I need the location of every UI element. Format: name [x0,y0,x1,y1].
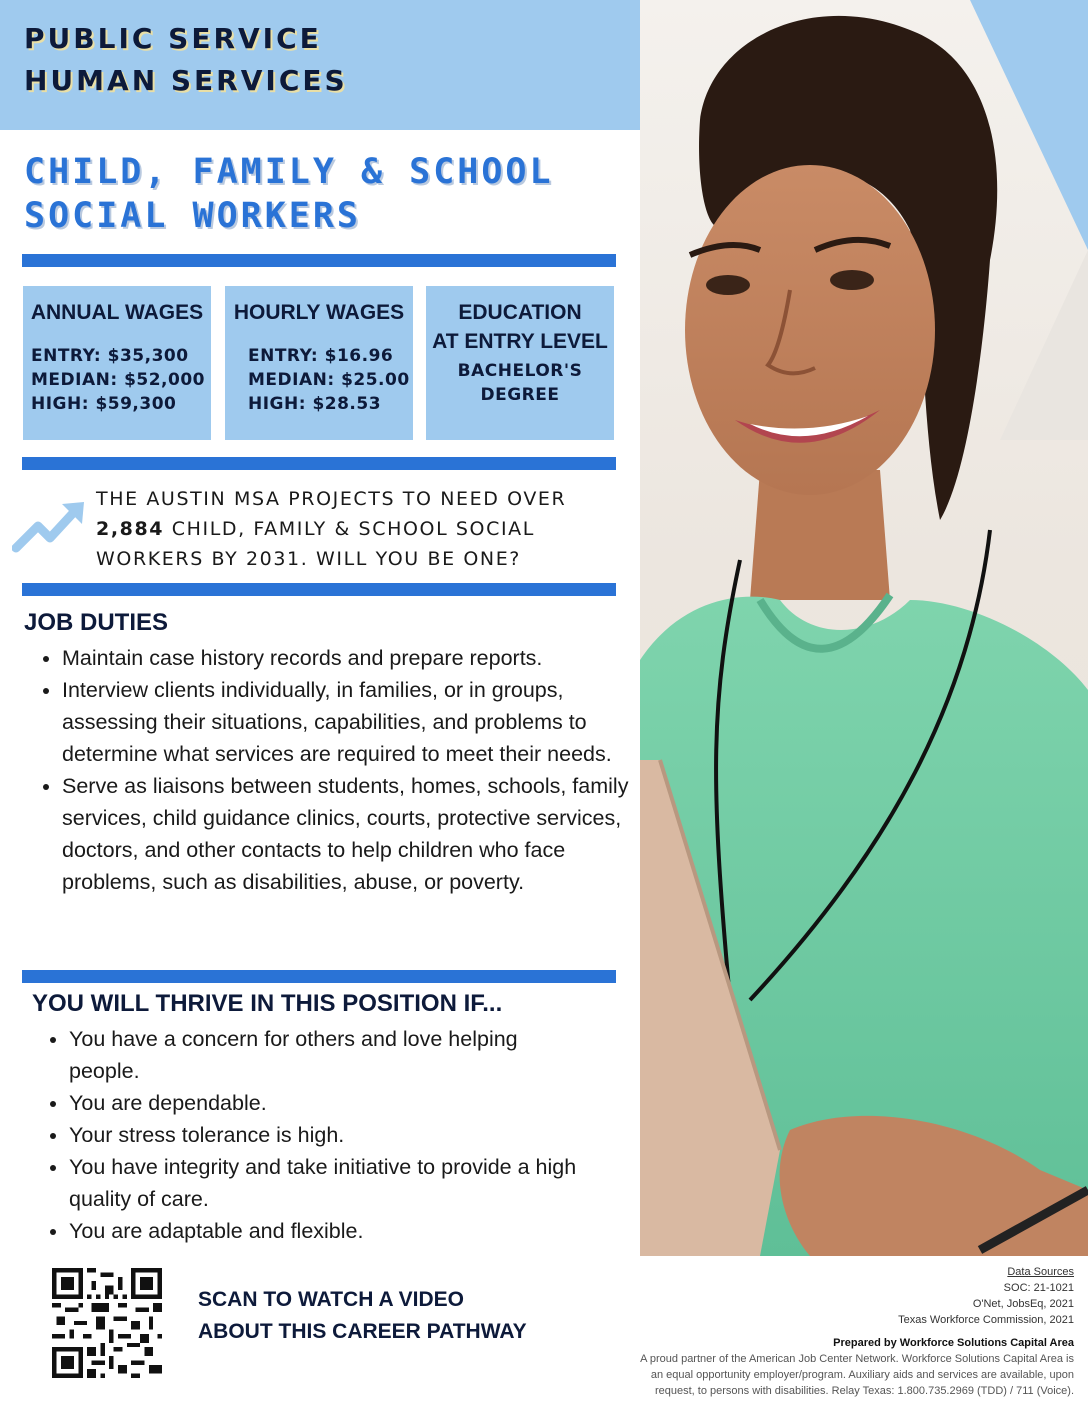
projection-line-1: THE AUSTIN MSA PROJECTS TO NEED OVER [96,488,567,510]
list-item: • Maintain case history records and prepare reports. [62,642,630,674]
annual-entry: ENTRY: $35,300 [31,346,189,366]
data-sources-heading: Data Sources [1007,1266,1074,1278]
scan-line-2: ABOUT THIS CAREER PATHWAY [198,1320,527,1343]
job-title [24,150,554,238]
cluster-line-1: PUBLIC SERVICE [24,22,322,55]
trend-up-arrow-icon [12,500,86,554]
projection-number: 2,884 [96,518,165,540]
scan-callout [198,1284,527,1348]
disclaimer-line-2: an equal opportunity employer/program. Auxiliary aids and services are available, upon [650,1369,1074,1381]
divider-rule [22,970,616,983]
projection-statement [96,484,616,574]
divider-rule [22,583,616,596]
annual-wages-heading: ANNUAL WAGES [30,301,204,324]
hourly-high: HIGH: $28.53 [248,394,382,414]
education-value-2: DEGREE [480,385,560,405]
list-item: • You have integrity and take initiative to provide a high quality of care. [69,1151,589,1215]
qr-code-icon[interactable] [52,1268,162,1378]
source-onet: O'Net, JobsEq, 2021 [972,1298,1074,1310]
scan-line-1: SCAN TO WATCH A VIDEO [198,1288,465,1311]
education-value-1: BACHELOR'S [457,361,583,381]
hourly-wages-box [225,286,413,440]
portrait-illustration [640,0,1088,1256]
list-item: • You are adaptable and flexible. [69,1215,589,1247]
divider-rule [22,254,616,267]
annual-high: HIGH: $59,300 [31,394,177,414]
list-item: • Serve as liaisons between students, homes, schools, family services, child guidance clinics, courts, protective services, doctors, and other contacts to help children who face problems, such as disabilities, abuse, or poverty. [62,770,630,898]
annual-median: MEDIAN: $52,000 [31,370,205,390]
list-item: • You are dependable. [69,1087,589,1119]
education-box [426,286,614,440]
job-duties-list [62,642,630,898]
list-item: • Interview clients individually, in families, or in groups, assessing their situations, capabilities, and problems to determine what services are required to meet their needs. [62,674,630,770]
thrive-list [69,1023,589,1247]
list-item: • You have a concern for others and love helping people. [69,1023,589,1087]
projection-line-2: CHILD, FAMILY & SCHOOL SOCIAL [164,518,535,540]
hourly-wages-heading: HOURLY WAGES [233,301,405,324]
disclaimer-line-1: A proud partner of the American Job Center Network. Workforce Solutions Capital Area is [640,1353,1074,1365]
annual-wages-box [23,286,211,440]
job-title-line-2: SOCIAL WORKERS [24,196,362,236]
disclaimer-line-3: request, to persons with disabilities. Relay Texas: 1.800.735.2969 (TDD) / 711 (Voice). [654,1385,1074,1397]
divider-rule [22,457,616,470]
education-heading-1: EDUCATION [458,301,582,324]
list-item: • Your stress tolerance is high. [69,1119,589,1151]
job-duties-heading: JOB DUTIES [24,609,169,636]
hero-photo [640,0,1088,1256]
career-cluster-heading [24,18,348,102]
prepared-by: Prepared by Workforce Solutions Capital Area [833,1337,1074,1349]
hourly-median: MEDIAN: $25.00 [248,370,410,390]
projection-line-3: WORKERS BY 2031. WILL YOU BE ONE? [96,548,521,570]
job-title-line-1: CHILD, FAMILY & SCHOOL [24,152,554,192]
thrive-heading: YOU WILL THRIVE IN THIS POSITION IF... [32,990,503,1017]
source-twc: Texas Workforce Commission, 2021 [898,1314,1074,1326]
cluster-line-2: HUMAN SERVICES [24,64,348,97]
hourly-entry: ENTRY: $16.96 [248,346,394,366]
source-soc: SOC: 21-1021 [1003,1282,1074,1294]
data-sources-footer [604,1264,1074,1399]
education-heading-2: AT ENTRY LEVEL [432,330,608,353]
